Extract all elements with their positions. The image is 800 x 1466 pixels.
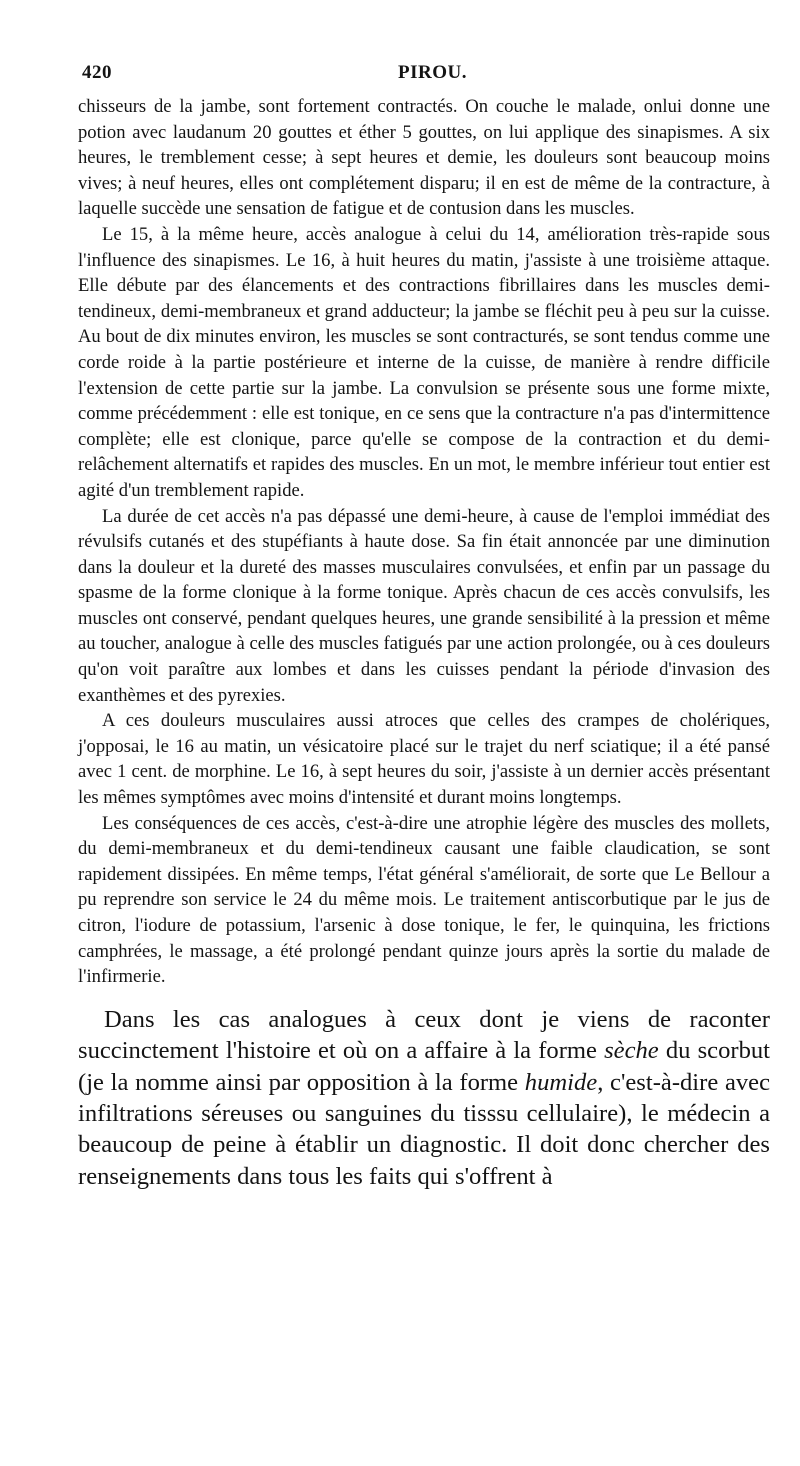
emphasis-humide: humide xyxy=(524,1068,598,1096)
large-type-text xyxy=(78,1004,770,1192)
page-header xyxy=(78,62,770,94)
paragraph: La durée de cet accès n'a pas dépassé une demi-heure, à cause de l'emploi immédiat des révulsifs cutanés et des stupéfiants à haute dose. Sa fin était annoncée par une diminution dans la douleur et la dureté des masses musculaires convulsées, et enfin par un passage du spasme de la forme clonique à la forme tonique. Après chacun de ces accès convulsifs, les muscles ont conservé, pendant quelques heures, une grande sensibilité à la pression et même au toucher, analogue à celle des muscles fatigués par une action prolongée, ou à ces douleurs qu'on voit paraître aux lombes et dans les cuisses pendant la période d'invasion des exanthèmes et des pyrexies. xyxy=(78,505,770,706)
page-number: 420 xyxy=(82,62,112,83)
emphasis-seche: sèche xyxy=(604,1037,659,1065)
final-paragraph xyxy=(78,1004,770,1192)
paragraph: A ces douleurs musculaires aussi atroces que celles des crampes de cholériques, j'opposai, le 16 au matin, un vésicatoire placé sur le trajet du nerf sciatique; il a été pansé avec 1 cent. de morphine. Le 16, à sept heures du soir, j'assiste à un dernier accès présentant les mêmes symptômes avec moins d'intensité et durant moins longtemps. xyxy=(78,710,770,809)
final-paragraph-text-2: du scorbut (je la nomme ainsi par opposition à la forme xyxy=(78,1037,770,1096)
book-page xyxy=(78,62,770,1192)
running-head: PIROU. xyxy=(398,62,467,83)
body-text xyxy=(78,94,770,990)
paragraph: Les conséquences de ces accès, c'est-à-dire une atrophie légère des muscles des mollets, du demi-membraneux et du demi-tendineux causant une faible claudication, se sont rapidement dissipées. En même temps, l'état général s'améliorait, de sorte que Le Bellour a pu reprendre son service le 24 du même mois. Le traitement antiscorbutique par le jus de citron, l'iodure de potassium, l'arsenic à dose tonique, le fer, le quinquina, les frictions camphrées, le massage, a été prolongé pendant quinze jours après la sortie du malade de l'infirmerie. xyxy=(78,812,770,988)
paragraph: Le 15, à la même heure, accès analogue à celui du 14, amélioration très-rapide sous l'influence des sinapismes. Le 16, à huit heures du matin, j'assiste à une troisième attaque. Elle débute par des élancements et des contractions fibrillaires dans les muscles demi-tendineux, demi-membraneux et grand adducteur; la jambe se fléchit peu à peu sur la cuisse. Au bout de dix minutes environ, les muscles se sont contracturés, se sont tendus comme une corde roide à la partie postérieure et interne de la cuisse, de manière à rendre difficile l'extension de cette partie sur la jambe. La convulsion se présente sous une forme mixte, comme précédemment : elle est tonique, en ce sens que la contracture n'a pas d'intermittence complète; elle est clonique, parce qu'elle se compose de la contraction et du demi-relâchement alternatifs et rapides des muscles. En un mot, le membre inférieur tout entier est agité d'un tremblement rapide. xyxy=(78,223,770,501)
final-paragraph-text-3: , c'est-à-dire avec infiltrations séreuses ou sanguines du tisssu cellulaire), le médecin a beaucoup de peine à établir un diagnostic. Il doit donc chercher des renseignements dans tous les faits qui s'offrent à xyxy=(78,1068,770,1190)
final-paragraph-text-1: Dans les cas analogues à ceux dont je viens de raconter succinctement l'histoire et où on a affaire à la forme xyxy=(78,1005,770,1065)
paragraph-continued: chisseurs de la jambe, sont fortement contractés. On couche le malade, onlui donne une potion avec laudanum 20 gouttes et éther 5 gouttes, on lui applique des sinapismes. A six heures, le tremblement cesse; à sept heures et demie, les douleurs sont beaucoup moins vives; à neuf heures, elles ont complétement disparu; il en est de même de la contracture, à laquelle succède une sensation de fatigue et de contusion dans les muscles. xyxy=(78,96,770,220)
